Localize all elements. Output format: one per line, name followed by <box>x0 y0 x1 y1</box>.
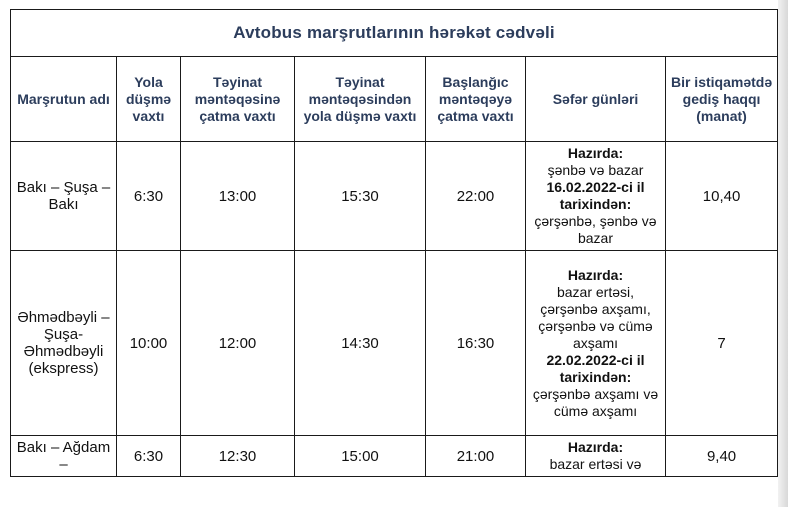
trip-days-cell <box>526 251 666 436</box>
header-departure-time: Yola düşmə vaxtı <box>117 57 181 142</box>
header-fare: Bir istiqamətdə gediş haqqı (manat) <box>666 57 778 142</box>
arrival-start-cell: 16:30 <box>426 251 526 436</box>
fare-cell: 10,40 <box>666 142 778 251</box>
fare-cell: 9,40 <box>666 436 778 477</box>
trip-days-cell <box>526 436 666 477</box>
fare-cell: 7 <box>666 251 778 436</box>
days-future-text: çərşənbə, şənbə və bazar <box>534 213 657 246</box>
route-name-cell: Əhmədbəyli – Şuşa-Əhmədbəyli (ekspress) <box>11 251 117 436</box>
departure-destination-cell: 15:30 <box>295 142 426 251</box>
header-departure-destination: Təyinat məntəqəsindən yola düşmə vaxtı <box>295 57 426 142</box>
arrival-start-cell: 22:00 <box>426 142 526 251</box>
arrival-destination-cell: 12:30 <box>181 436 295 477</box>
header-route-name: Marşrutun adı <box>11 57 117 142</box>
days-current-text: bazar ertəsi və <box>549 456 642 472</box>
table-row <box>11 251 778 436</box>
departure-cell: 10:00 <box>117 251 181 436</box>
header-row <box>11 57 778 142</box>
header-arrival-start: Başlanğıc məntəqəyə çatma vaxtı <box>426 57 526 142</box>
days-future-text: çərşənbə axşamı və cümə axşamı <box>532 385 659 419</box>
days-future-label: 16.02.2022-ci il tarixindən: <box>546 179 645 212</box>
route-name-cell: Bakı – Şuşa – Bakı <box>11 142 117 251</box>
header-arrival-destination: Təyinat məntəqəsinə çatma vaxtı <box>181 57 295 142</box>
days-current-text: bazar ertəsi, çərşənbə axşamı, çərşənbə və cümə axşamı <box>538 283 653 351</box>
table-row <box>11 142 778 251</box>
arrival-destination-cell: 13:00 <box>181 142 295 251</box>
trip-days-cell <box>526 142 666 251</box>
days-future-label: 22.02.2022-ci il tarixindən: <box>546 351 645 385</box>
departure-cell: 6:30 <box>117 436 181 477</box>
header-trip-days: Səfər günləri <box>526 57 666 142</box>
table-title: Avtobus marşrutlarının hərəkət cədvəli <box>11 10 778 57</box>
days-current-label: Hazırda: <box>567 145 624 161</box>
departure-destination-cell: 15:00 <box>295 436 426 477</box>
arrival-destination-cell: 12:00 <box>181 251 295 436</box>
bus-schedule-table <box>10 9 778 477</box>
days-current-label: Hazırda: <box>567 266 624 283</box>
departure-cell: 6:30 <box>117 142 181 251</box>
arrival-start-cell: 21:00 <box>426 436 526 477</box>
table-row <box>11 436 778 477</box>
days-current-label: Hazırda: <box>567 439 624 455</box>
days-current-text: şənbə və bazar <box>547 162 644 178</box>
page-edge-shadow <box>778 0 788 507</box>
route-name-cell: Bakı – Ağdam – <box>11 436 117 477</box>
departure-destination-cell: 14:30 <box>295 251 426 436</box>
